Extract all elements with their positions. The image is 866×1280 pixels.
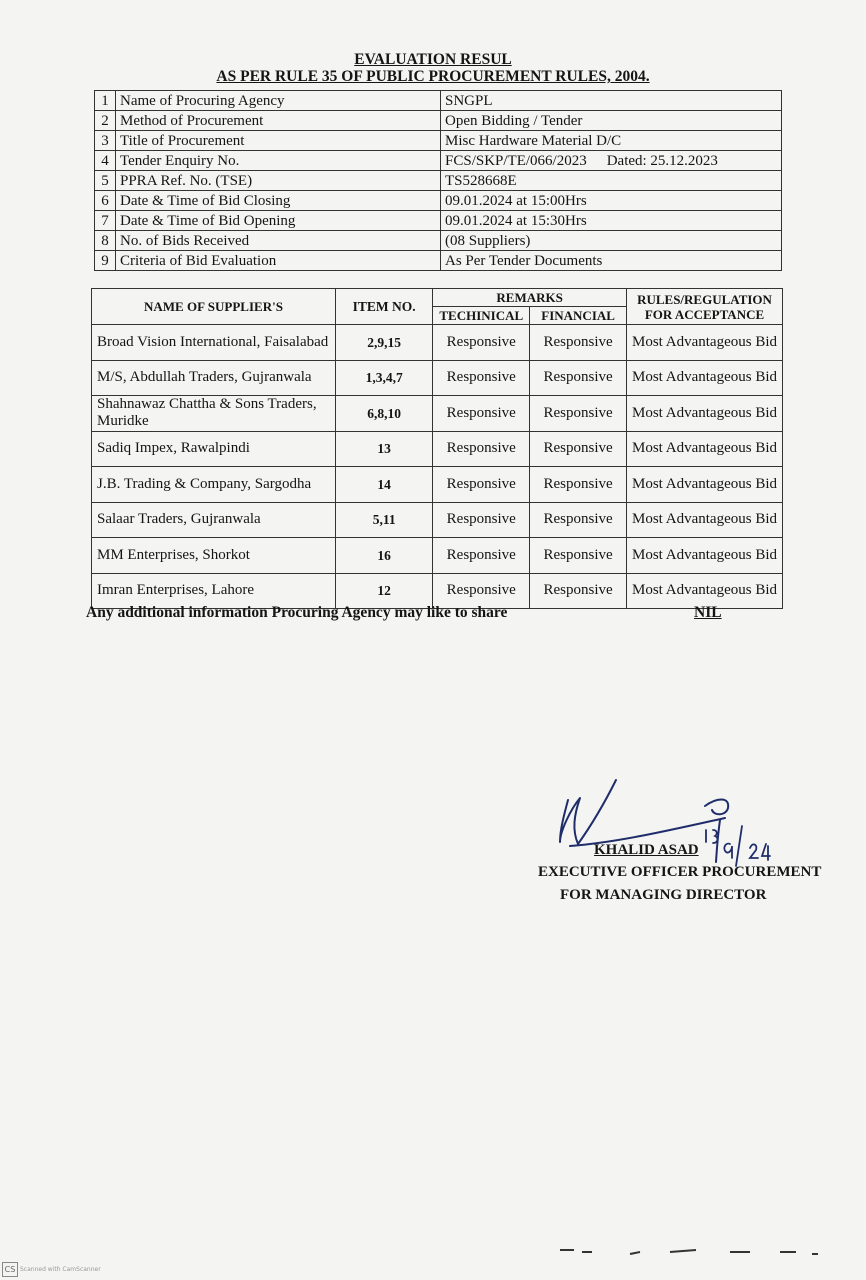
- info-row-value-text: FCS/SKP/TE/066/2023: [445, 152, 587, 169]
- scan-edge-marks: [550, 1240, 840, 1260]
- info-row-number: 4: [95, 151, 116, 171]
- info-row-number: 1: [95, 91, 116, 111]
- financial-remark: Responsive: [530, 502, 627, 538]
- header-technical: TECHINICAL: [433, 307, 530, 325]
- info-row: [95, 111, 782, 131]
- item-numbers: 1,3,4,7: [335, 360, 432, 396]
- info-row-value-text: SNGPL: [445, 92, 493, 109]
- info-row-number: 9: [95, 251, 116, 271]
- acceptance-rule: Most Advantageous Bid: [627, 573, 783, 609]
- acceptance-rule: Most Advantageous Bid: [627, 396, 783, 432]
- supplier-name: J.B. Trading & Company, Sargodha: [92, 467, 336, 503]
- info-row-value-text: 09.01.2024 at 15:00Hrs: [445, 192, 587, 209]
- info-row-number: 3: [95, 131, 116, 151]
- camscanner-logo: CS: [2, 1262, 18, 1277]
- item-numbers: 12: [335, 573, 432, 609]
- bid-row: [92, 325, 783, 361]
- info-row-dated: Dated: 25.12.2023: [606, 152, 718, 169]
- bid-row: [92, 538, 783, 574]
- document-title: EVALUATION RESUL: [354, 51, 512, 68]
- bid-row: [92, 467, 783, 503]
- acceptance-rule: Most Advantageous Bid: [627, 502, 783, 538]
- info-row-label: Criteria of Bid Evaluation: [116, 251, 441, 271]
- supplier-name: MM Enterprises, Shorkot: [92, 538, 336, 574]
- info-row-value-text: (08 Suppliers): [445, 232, 531, 249]
- financial-remark: Responsive: [530, 467, 627, 503]
- bid-row: [92, 502, 783, 538]
- acceptance-rule: Most Advantageous Bid: [627, 325, 783, 361]
- signer-title: EXECUTIVE OFFICER PROCUREMENT: [538, 864, 822, 880]
- financial-remark: Responsive: [530, 396, 627, 432]
- additional-info-value: NIL: [694, 604, 722, 621]
- document-subtitle: AS PER RULE 35 OF PUBLIC PROCUREMENT RULES, 2004.: [216, 68, 650, 85]
- supplier-name: Imran Enterprises, Lahore: [92, 573, 336, 609]
- supplier-name: Sadiq Impex, Rawalpindi: [92, 431, 336, 467]
- info-row-value: [441, 251, 782, 271]
- info-row-value: [441, 91, 782, 111]
- financial-remark: Responsive: [530, 325, 627, 361]
- item-numbers: 14: [335, 467, 432, 503]
- bid-row: [92, 431, 783, 467]
- header-rules: RULES/REGULATION FOR ACCEPTANCE: [627, 289, 783, 325]
- info-row-value: [441, 211, 782, 231]
- info-row-value: [441, 131, 782, 151]
- technical-remark: Responsive: [433, 360, 530, 396]
- info-row-label: Date & Time of Bid Closing: [116, 191, 441, 211]
- info-row-label: Title of Procurement: [116, 131, 441, 151]
- info-row: [95, 131, 782, 151]
- supplier-name: Salaar Traders, Gujranwala: [92, 502, 336, 538]
- info-row-value-text: As Per Tender Documents: [445, 252, 603, 269]
- supplier-name: Shahnawaz Chattha & Sons Traders, Muridke: [92, 396, 336, 432]
- supplier-name: M/S, Abdullah Traders, Gujranwala: [92, 360, 336, 396]
- item-numbers: 2,9,15: [335, 325, 432, 361]
- info-row-value: [441, 111, 782, 131]
- info-row-label: Date & Time of Bid Opening: [116, 211, 441, 231]
- technical-remark: Responsive: [433, 325, 530, 361]
- bid-row: [92, 396, 783, 432]
- technical-remark: Responsive: [433, 538, 530, 574]
- info-row-value: [441, 171, 782, 191]
- info-row: [95, 151, 782, 171]
- technical-remark: Responsive: [433, 467, 530, 503]
- item-numbers: 16: [335, 538, 432, 574]
- info-row-value: [441, 231, 782, 251]
- technical-remark: Responsive: [433, 396, 530, 432]
- info-row-value: [441, 191, 782, 211]
- signer-for-line: FOR MANAGING DIRECTOR: [560, 887, 767, 903]
- info-row-label: Name of Procuring Agency: [116, 91, 441, 111]
- financial-remark: Responsive: [530, 538, 627, 574]
- info-row-value-text: TS528668E: [445, 172, 517, 189]
- info-row-value-text: Open Bidding / Tender: [445, 112, 583, 129]
- header-supplier-name: NAME OF SUPPLIER'S: [92, 289, 336, 325]
- financial-remark: Responsive: [530, 431, 627, 467]
- supplier-name: Broad Vision International, Faisalabad: [92, 325, 336, 361]
- info-row-label: PPRA Ref. No. (TSE): [116, 171, 441, 191]
- header-financial: FINANCIAL: [530, 307, 627, 325]
- info-row-value-text: Misc Hardware Material D/C: [445, 132, 622, 149]
- info-row-label: Tender Enquiry No.: [116, 151, 441, 171]
- signer-name: KHALID ASAD: [594, 842, 699, 858]
- item-numbers: 13: [335, 431, 432, 467]
- technical-remark: Responsive: [433, 502, 530, 538]
- info-row: [95, 91, 782, 111]
- info-row-label: No. of Bids Received: [116, 231, 441, 251]
- info-row: [95, 231, 782, 251]
- acceptance-rule: Most Advantageous Bid: [627, 360, 783, 396]
- acceptance-rule: Most Advantageous Bid: [627, 538, 783, 574]
- additional-info-label: Any additional information Procuring Agency may like to share: [86, 604, 508, 621]
- procurement-info-table: [94, 90, 782, 271]
- info-row-label: Method of Procurement: [116, 111, 441, 131]
- camscanner-watermark: Scanned with CamScanner: [20, 1266, 101, 1273]
- info-row-value: [441, 151, 782, 171]
- item-numbers: 6,8,10: [335, 396, 432, 432]
- info-row-number: 2: [95, 111, 116, 131]
- financial-remark: Responsive: [530, 573, 627, 609]
- header-remarks: REMARKS: [433, 289, 627, 307]
- acceptance-rule: Most Advantageous Bid: [627, 467, 783, 503]
- info-row: [95, 211, 782, 231]
- bids-table: [91, 288, 783, 609]
- acceptance-rule: Most Advantageous Bid: [627, 431, 783, 467]
- info-row-number: 5: [95, 171, 116, 191]
- bid-row: [92, 360, 783, 396]
- info-row-number: 8: [95, 231, 116, 251]
- info-row-number: 6: [95, 191, 116, 211]
- item-numbers: 5,11: [335, 502, 432, 538]
- financial-remark: Responsive: [530, 360, 627, 396]
- info-row: [95, 171, 782, 191]
- technical-remark: Responsive: [433, 431, 530, 467]
- info-row-value-text: 09.01.2024 at 15:30Hrs: [445, 212, 587, 229]
- technical-remark: Responsive: [433, 573, 530, 609]
- info-row: [95, 191, 782, 211]
- info-row: [95, 251, 782, 271]
- info-row-number: 7: [95, 211, 116, 231]
- header-item-no: ITEM NO.: [335, 289, 432, 325]
